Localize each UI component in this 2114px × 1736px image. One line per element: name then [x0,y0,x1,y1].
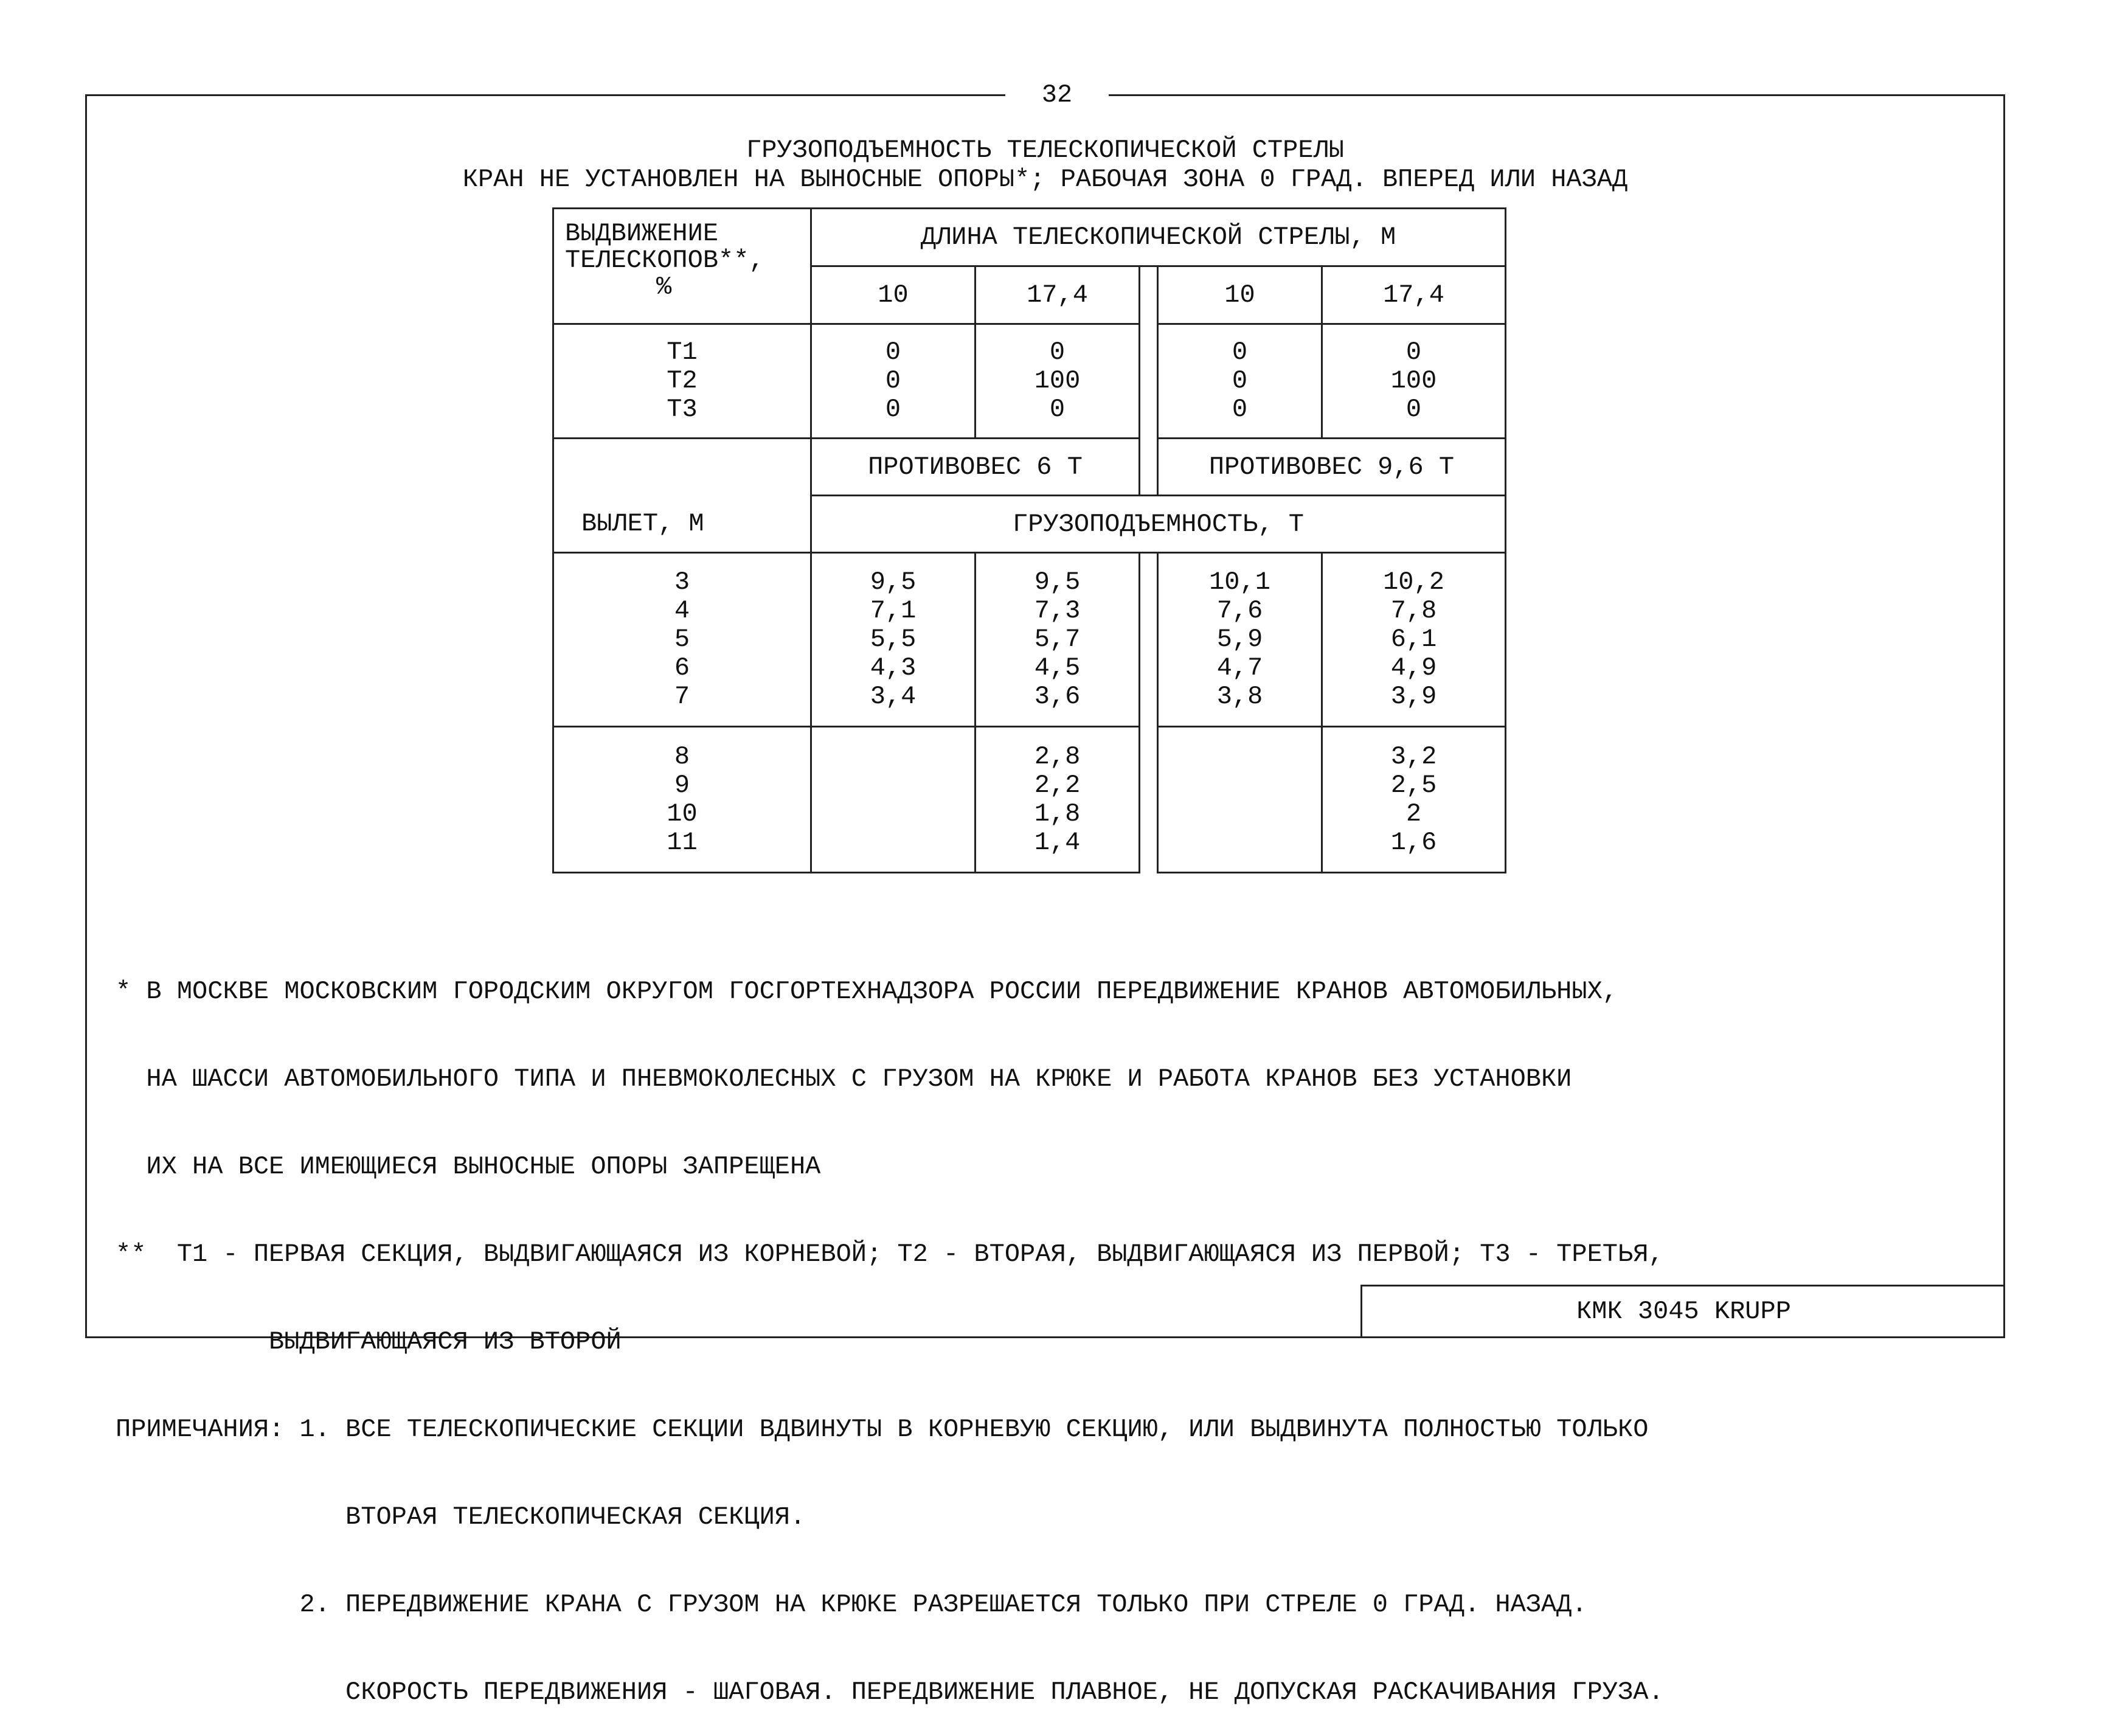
radius-value: 3 [674,568,690,597]
capacity-value: 1,6 [1390,827,1437,857]
column-divider [1140,553,1158,727]
document-subtitle: КРАН НЕ УСТАНОВЛЕН НА ВЫНОСНЫЕ ОПОРЫ*; РАБОЧАЯ ЗОНА 0 ГРАД. ВПЕРЕД ИЛИ НАЗАД [462,165,1628,194]
cell-value: 0 [885,395,901,424]
telescope-labels [553,324,811,439]
capacity-value: 2,8 [1034,741,1081,771]
capacity-value: 4,5 [1034,653,1081,682]
capacity-value: 5,7 [1034,625,1081,654]
capacity-value: 9,5 [870,568,917,597]
capacity-value: 3,6 [1034,682,1081,711]
telescope-label: Т3 [667,395,698,424]
radius-value: 9 [674,770,690,800]
capacity-value: 7,6 [1216,596,1263,625]
cell-value: 0 [885,338,901,367]
load-chart-table [552,207,1506,873]
capacity-value: 7,1 [870,596,917,625]
page-number: 32 [0,78,2114,112]
column-divider [1140,324,1158,439]
title-block-stamp: КМК 3045 KRUPP [1360,1285,2005,1338]
load-chart-table-wrapper [552,207,1506,873]
radius-value: 7 [674,682,690,711]
extension-header-line2: ТЕЛЕСКОПОВ**, [565,246,764,275]
radius-value: 4 [674,596,690,625]
footnote-line: ВТОРАЯ ТЕЛЕСКОПИЧЕСКАЯ СЕКЦИЯ. [116,1502,806,1532]
capacity-value: 3,4 [870,682,917,711]
radius-group2 [553,727,811,873]
footnote-line: 2. ПЕРЕДВИЖЕНИЕ КРАНА С ГРУЗОМ НА КРЮКЕ РАЗРЕШАЕТСЯ ТОЛЬКО ПРИ СТРЕЛЕ 0 ГРАД. НАЗАД. [116,1590,1587,1619]
capacity-value: 2,2 [1034,770,1081,800]
capacity-value: 3,8 [1216,682,1263,711]
boom-length-col3: 10 [1158,266,1322,324]
document-title: ГРУЗОПОДЪЕМНОСТЬ ТЕЛЕСКОПИЧЕСКОЙ СТРЕЛЫ [746,136,1344,165]
radius-header: ВЫЛЕТ, М [553,439,811,553]
boom-length-col1: 10 [811,266,976,324]
capacity-group2-col1 [811,727,976,873]
cell-value: 100 [1390,366,1437,395]
capacity-value: 2 [1405,799,1422,828]
capacity-group2-col3 [1158,727,1322,873]
footnote-line: ПРИМЕЧАНИЯ: 1. ВСЕ ТЕЛЕСКОПИЧЕСКИЕ СЕКЦИИ ВДВИНУТЫ В КОРНЕВУЮ СЕКЦИЮ, ИЛИ ВЫДВИНУТА ПОЛНОСТЬЮ ТОЛЬКО [116,1415,1649,1444]
boom-length-col2: 17,4 [976,266,1140,324]
column-divider [1140,266,1158,324]
capacity-value: 4,7 [1216,653,1263,682]
cell-value: 0 [885,366,901,395]
capacity-value: 9,5 [1034,568,1081,597]
radius-group1 [553,553,811,727]
capacity-value: 5,5 [870,625,917,654]
capacity-value: 10,2 [1383,568,1444,597]
capacity-group2-col2 [976,727,1140,873]
telescope-label: Т1 [667,338,698,367]
capacity-value: 4,3 [870,653,917,682]
telescope-values-col2 [976,324,1140,439]
capacity-header: ГРУЗОПОДЪЕМНОСТЬ, Т [811,496,1506,553]
capacity-group1-col3 [1158,553,1322,727]
telescope-label: Т2 [667,366,698,395]
capacity-value: 10,1 [1209,568,1270,597]
extension-header-line3: % [656,273,672,302]
cell-value: 0 [1232,338,1248,367]
cell-value: 0 [1232,395,1248,424]
footnote-line: * В МОСКВЕ МОСКОВСКИМ ГОРОДСКИМ ОКРУГОМ ГОСГОРТЕХНАДЗОРА РОССИИ ПЕРЕДВИЖЕНИЕ КРАНОВ АВТОМОБИЛЬНЫХ, [116,977,1618,1006]
counterweight-left-header: ПРОТИВОВЕС 6 Т [811,439,1140,496]
telescope-values-col4 [1322,324,1506,439]
capacity-value: 5,9 [1216,625,1263,654]
radius-value: 5 [674,625,690,654]
radius-value: 8 [674,741,690,771]
radius-value: 10 [667,799,698,828]
column-divider [1140,727,1158,873]
footnote-line: ВЫДВИГАЮЩАЯСЯ ИЗ ВТОРОЙ [116,1327,622,1356]
capacity-value: 7,8 [1390,596,1437,625]
footnote-line: ИХ НА ВСЕ ИМЕЮЩИЕСЯ ВЫНОСНЫЕ ОПОРЫ ЗАПРЕЩЕНА [116,1152,821,1181]
capacity-value: 6,1 [1390,625,1437,654]
cell-value: 0 [1049,395,1066,424]
capacity-group1-col1 [811,553,976,727]
counterweight-right-header: ПРОТИВОВЕС 9,6 Т [1158,439,1506,496]
footnote-line: СКОРОСТЬ ПЕРЕДВИЖЕНИЯ - ШАГОВАЯ. ПЕРЕДВИЖЕНИЕ ПЛАВНОЕ, НЕ ДОПУСКАЯ РАСКАЧИВАНИЯ ГРУЗА. [116,1678,1664,1707]
cell-value: 0 [1405,338,1422,367]
extension-header-line1: ВЫДВИЖЕНИЕ [565,219,719,248]
cell-value: 100 [1034,366,1081,395]
cell-value: 0 [1049,338,1066,367]
capacity-group1-col4 [1322,553,1506,727]
telescope-values-col1 [811,324,976,439]
capacity-group1-col2 [976,553,1140,727]
column-divider [1140,439,1158,496]
capacity-value: 2,5 [1390,770,1437,800]
capacity-value: 7,3 [1034,596,1081,625]
capacity-group2-col4 [1322,727,1506,873]
capacity-value: 1,4 [1034,827,1081,857]
capacity-value: 3,9 [1390,682,1437,711]
footnote-line: ** Т1 - ПЕРВАЯ СЕКЦИЯ, ВЫДВИГАЮЩАЯСЯ ИЗ КОРНЕВОЙ; Т2 - ВТОРАЯ, ВЫДВИГАЮЩАЯСЯ ИЗ ПЕРВОЙ; Т3 - ТРЕТЬЯ, [116,1240,1664,1269]
capacity-value: 3,2 [1390,741,1437,771]
extension-header-cell [553,209,811,324]
capacity-value: 4,9 [1390,653,1437,682]
boom-length-header: ДЛИНА ТЕЛЕСКОПИЧЕСКОЙ СТРЕЛЫ, М [811,209,1506,266]
radius-value: 6 [674,653,690,682]
footnote-line: НА ШАССИ АВТОМОБИЛЬНОГО ТИПА И ПНЕВМОКОЛЕСНЫХ С ГРУЗОМ НА КРЮКЕ И РАБОТА КРАНОВ БЕЗ УСТАНОВКИ [116,1064,1572,1094]
cell-value: 0 [1405,395,1422,424]
cell-value: 0 [1232,366,1248,395]
capacity-value: 1,8 [1034,799,1081,828]
boom-length-col4: 17,4 [1322,266,1506,324]
radius-value: 11 [667,827,698,857]
telescope-values-col3 [1158,324,1322,439]
